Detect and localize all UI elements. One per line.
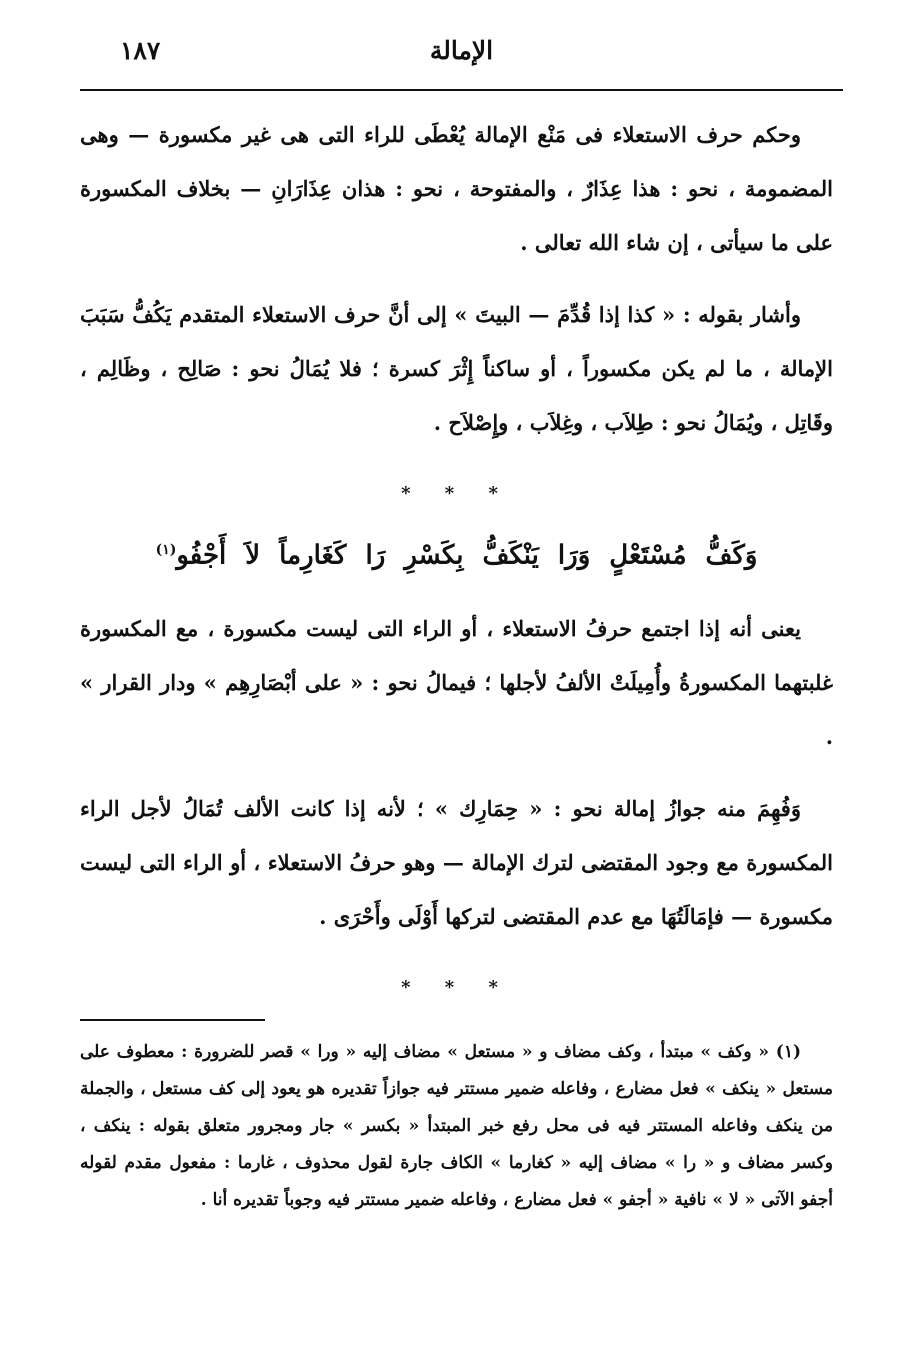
page-number: ١٨٧ [120, 36, 161, 65]
footnote [80, 1034, 833, 1219]
footnote-marker: (١) [155, 542, 177, 558]
paragraph-2: وأشار بقوله : « كذا إذا قُدِّمَ — البيتَ » إلى أنَّ حرف الاستعلاء المتقدم يَكُفُّ سَبَبَ الإمالة ، ما لم يكن مكسوراً ، أو ساكناً إِثْرَ كسرة ؛ فلا يُمَالُ نحو : صَالِح ، وظَالِم ، وقَاتِل ، ويُمَالُ نحو : طِلاَب ، وغِلاَب ، وإِصْلاَح . [80, 302, 833, 435]
paragraph-4: وَفُهِمَ منه جوازُ إمالة نحو : « حِمَارِك » ؛ لأنه إذا كانت الألف تُمَالُ لأجل الراء المكسورة مع وجود المقتضى لترك الإمالة — وهو حرفُ الاستعلاء ، أو الراء التى ليست مكسورة — فإمَالَتُهَا مع عدم المقتضى لتركها أَوْلَى وأَحْرَى . [80, 795, 833, 929]
footnote-text: (١) « وكف » مبتدأ ، وكف مضاف و « مستعل » مضاف إليه « ورا » قصر للضرورة : معطوف على مستعل « ينكف » فعل مضارع ، وفاعله ضمير مستتر فيه جوازاً تقديره هو يعود إلى كف مستعل ، والجملة من ينكف وفاعله المستتر فيه فى محل رفع خبر المبتدأ « بكسر » جار ومجرور متعلق بقوله : ينكف ، وكسر مضاف و « را » مضاف إليه « كغارما » الكاف جارة لقول محذوف ، غارما : مفعول مقدم لقوله أجفو الآتى « لا » نافية « أجفو » فعل مضارع ، وفاعله ضمير مستتر فيه وجوباً تقديره أنا . [80, 1042, 833, 1210]
section-separator-2: * * * [401, 976, 512, 998]
header-rule [80, 89, 843, 91]
verse-line [80, 520, 833, 586]
chapter-title: الإمالة [429, 36, 494, 65]
paragraph-1: وحكم حرف الاستعلاء فى مَنْع الإمالة يُعْطَى للراء التى هى غير مكسورة — وهى المضمومة ، نحو : هذا عِذَارٌ ، والمفتوحة ، نحو : هذان عِذَارَانِ — بخلاف المكسورة على ما سيأتى ، إن شاء الله تعالى . [80, 122, 833, 255]
paragraph-3: يعنى أنه إذا اجتمع حرفُ الاستعلاء ، أو الراء التى ليست مكسورة ، مع المكسورة غلبتهما المكسورةُ وأُمِيلَتْ الألفُ لأجلها ؛ فيمالُ نحو : « على أبْصَارِهِم » ودار القرار » . [80, 615, 833, 749]
footnote-rule [80, 1019, 265, 1021]
verse-text: وَكَفُّ مُسْتَعْلٍ وَرَا يَنْكَفُّ بِكَسْرِ رَا كَغَارِماً لاَ أَجْفُو [176, 540, 758, 571]
page-header [80, 28, 843, 78]
section-separator-1: * * * [401, 483, 512, 504]
main-text [80, 108, 833, 1014]
